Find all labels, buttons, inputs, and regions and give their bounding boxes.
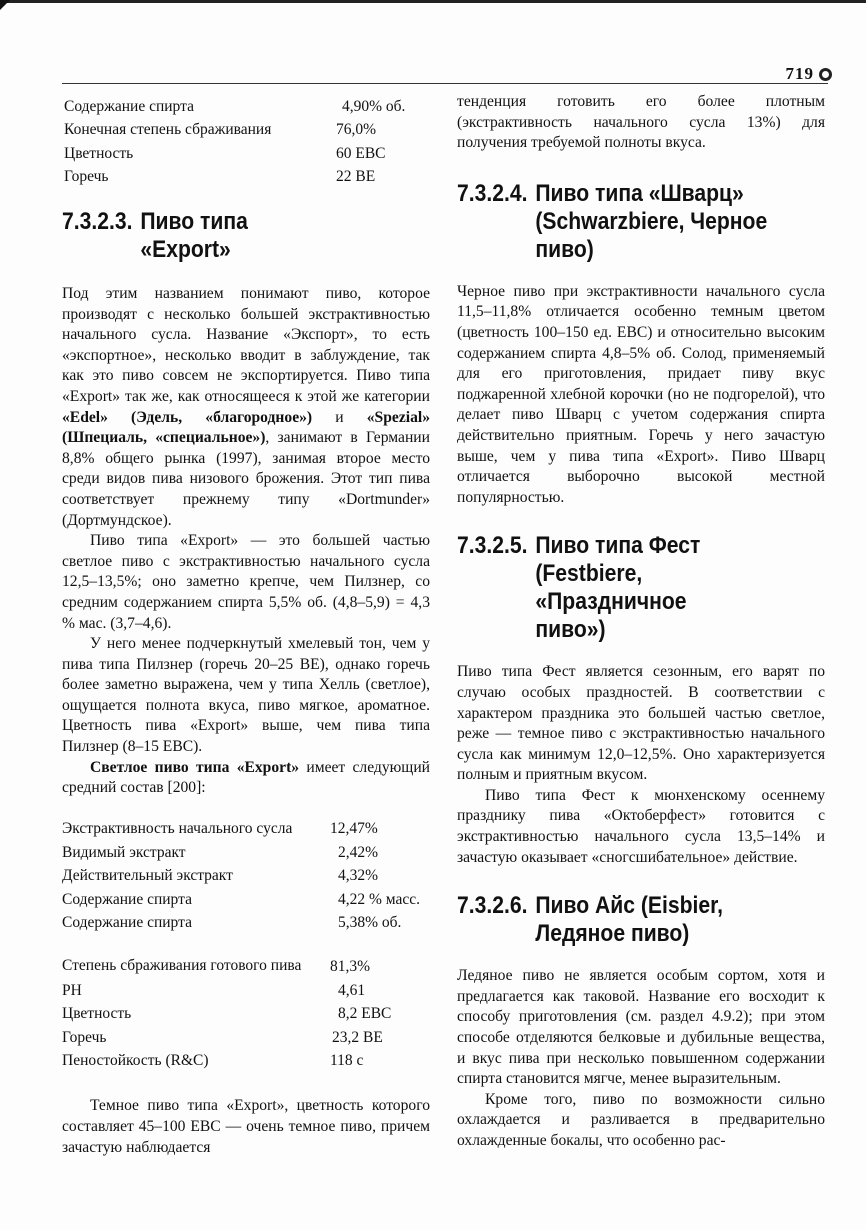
table-row: Видимый экстракт 2,42% <box>62 843 379 861</box>
table-row: Степень сбраживания готового пива 81,3% <box>62 957 371 976</box>
corner-mark <box>0 0 10 10</box>
paragraph: тенденция готовить его более плотным (экстрактивность начального сусла 13%) для получения требуемой полноты вкуса. <box>457 93 825 152</box>
paragraph: Черное пиво при экстрактивности начального сусла 11,5–11,8% отличается особенно темным цветом (цветность 100–150 ед. EBC) и относительно высоким содержанием спирта 4,8–5% об. Солод, применяемый для его приготовления, придает пиву вкус поджаренной хлебной корочки (но не подгорелой), что делает пиво Шварц с учетом содержания спирта действительно приятным. Горечь у него зачастую выше, чем у пива типа «Export». Пиво Шварц отличается выборочно высокой местной популярностью. <box>457 282 825 506</box>
paragraph: Пиво типа Фест к мюнхенскому осеннему празднику пива «Октоберфест» готовится с экстрактивностью начального сусла 13,5–14% и зачастую оказывает «сногсшибательное» действие. <box>457 786 825 866</box>
section-heading-fest: 7.3.2.5. Пиво типа Фест (Festbiere, «Праздничное пиво») <box>457 532 701 644</box>
section-heading-export: 7.3.2.3. Пиво типа «Export» <box>62 208 248 263</box>
paragraph: Ледяное пиво не является особым сортом, хотя и предлагается как таковой. Название его восходит к способу приготовления (см. раздел 4.9.2); при этом способе отделяются белковые и дубильные вещества, и вкус пива при несколько повышенном содержании спирта становится мягче, менее выразительным. <box>457 967 825 1088</box>
right-column <box>457 92 825 1152</box>
paragraph: Светлое пиво типа «Export» имеет следующий средний состав [200]: <box>62 758 431 797</box>
table-row: Содержание спирта 4,90% об. <box>64 97 406 115</box>
paragraph: У него менее подчеркнутый хмелевый тон, чем у пива типа Пилзнер (горечь 20–25 BE), однако горечь более заметно выражена, чем у типа Хелль (светлое), ощущается полнота вкуса, пиво мягкое, ароматное. Цветность пива «Export» выше, чем пива типа Пилзнер (8–15 EBC). <box>62 635 430 756</box>
paragraph: Под этим названием понимают пиво, которое производят с несколько большей экстрактивностью начального сусла. Название «Экспорт», то есть «экспортное», несколько вводит в заблуждение, так как это пиво совсем не экспортируется. Пиво типа «Export» так же, как относящееся к этой же категории «Edel» (Эдель, «благородное») и «Spezial» (Шпециаль, «специальное»), занимают в Германии 8,8% общего рынка (1997), занимая второе место среди видов пива низового брожения. Этот тип пива соответствует прежнему типу «Dortmunder» (Дортмундское). <box>62 285 430 529</box>
table-row: Экстрактивность начального сусла 12,47% <box>62 820 378 838</box>
table-row: Конечная степень сбраживания 76,0% <box>64 121 377 138</box>
paragraph: Кроме того, пиво по возможности сильно охлаждается и разливается в предварительно охлажденные бокалы, что особенно рас- <box>457 1090 825 1149</box>
paragraph: Темное пиво типа «Export», цветность которого составляет 45–100 EBC — очень темное пиво, причем зачастую наблюдается <box>62 1097 430 1156</box>
table-row: PH 4,61 <box>62 981 366 999</box>
table-row: Действительный экстракт 4,32% <box>62 867 379 885</box>
table-row: Горечь 23,2 BE <box>62 1028 383 1046</box>
table-row: Содержание спирта 5,38% об. <box>62 914 402 932</box>
paragraph: Пиво типа «Export» — это большей частью светлое пиво с экстрактивностью начального сусла 12,5–13,5%; оно заметно крепче, чем Пилзнер, со средним содержанием спирта 5,5% об. (4,8–5,9) = 4,3 % мас. (3,7–4,6). <box>62 532 430 632</box>
table-row: Содержание спирта 4,22 % масс. <box>62 890 421 908</box>
section-heading-schwarz: 7.3.2.4. Пиво типа «Шварц» (Schwarzbiere, Черное пиво) <box>457 179 768 263</box>
left-column <box>62 92 430 1158</box>
top-border <box>0 0 866 3</box>
page-number: 719 <box>785 64 814 83</box>
page-header <box>62 64 828 86</box>
table-row: Цветность 8,2 EBC <box>62 1005 392 1023</box>
paragraph: Пиво типа Фест является сезонным, его варят по случаю особых праздностей. В соответствии с характером праздника это большей частью светлое, реже — темное пиво с экстрактивностью начального сусла как минимум 12,0–12,5%. Оно характеризуется полным и приятным вкусом. <box>457 663 825 784</box>
composition-table-2 <box>62 815 430 1071</box>
table-row: Горечь 22 BE <box>64 168 376 185</box>
page-dot-icon <box>819 68 832 81</box>
composition-table-1 <box>64 92 432 186</box>
table-row: Пеностойкость (R&C) 118 с <box>62 1052 364 1070</box>
table-row: Цветность 60 EBC <box>64 144 386 162</box>
header-rule <box>62 83 828 84</box>
section-heading-eis: 7.3.2.6. Пиво Айс (Eisbier, Ледяное пиво) <box>457 892 724 948</box>
